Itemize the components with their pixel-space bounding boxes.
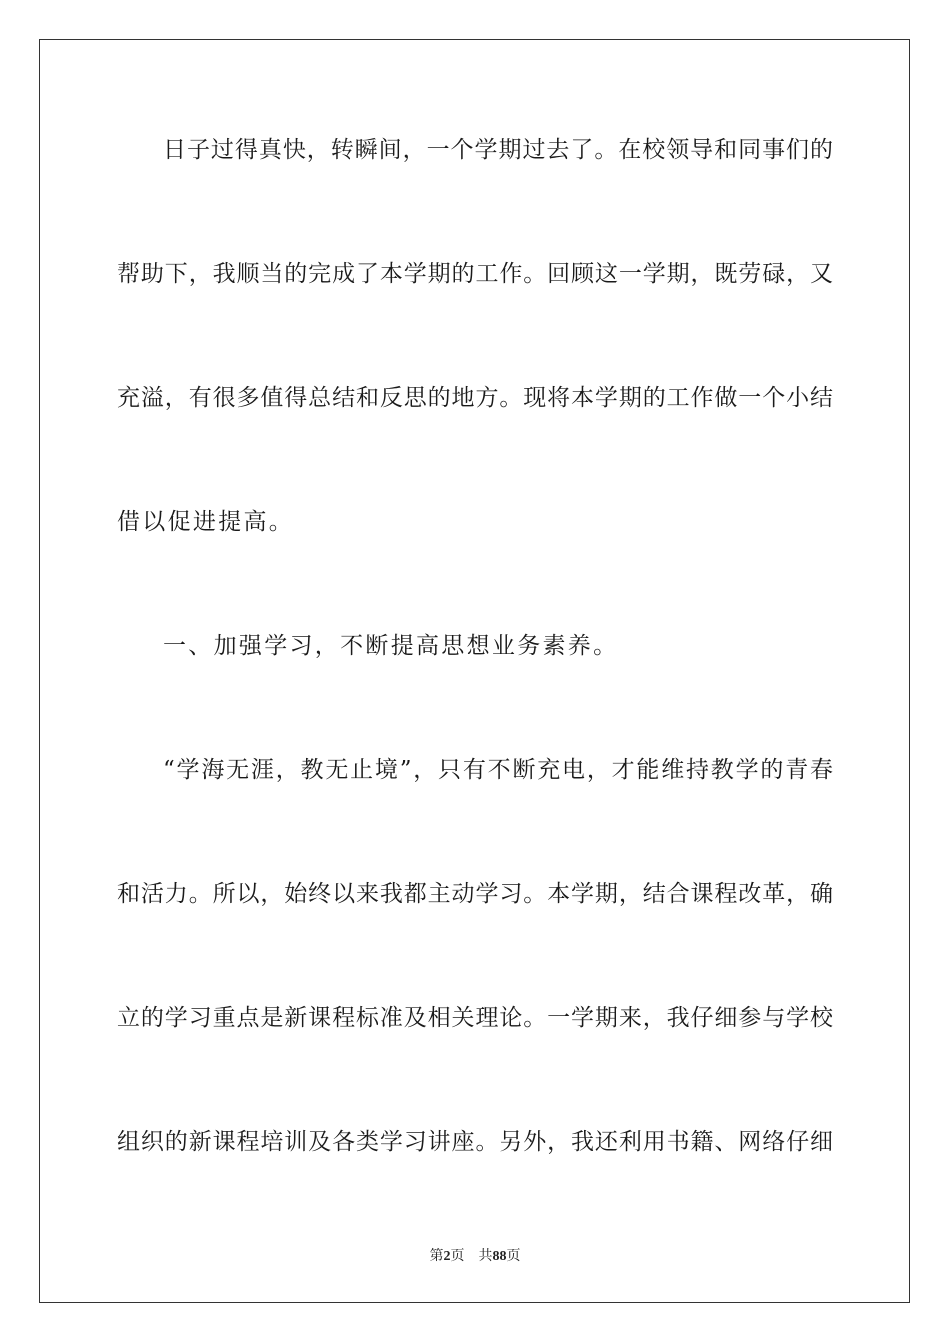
paragraph-2-line-2: 和活力。所以，始终以来我都主动学习。本学期，结合课程改革，确: [117, 881, 833, 907]
footer-total-pages: 88: [492, 1249, 507, 1264]
paragraph-1-line-1: 日子过得真快，转瞬间，一个学期过去了。在校领导和同事们的: [163, 137, 833, 163]
paragraph-1-line-2: 帮助下，我顺当的完成了本学期的工作。回顾这一学期，既劳碌，又: [117, 261, 833, 287]
paragraph-2-line-3: 立的学习重点是新课程标准及相关理论。一学期来，我仔细参与学校: [117, 1005, 833, 1031]
paragraph-1-line-4: 借以促进提高。: [117, 509, 295, 535]
footer-page-prefix: 第: [429, 1248, 444, 1264]
paragraph-2-line-1: “学海无涯，教无止境”，只有不断充电，才能维持教学的青春: [163, 757, 833, 783]
footer-total-prefix: 共: [478, 1248, 493, 1264]
footer-total-suffix: 页: [506, 1248, 521, 1264]
footer-page-number: 2: [443, 1249, 451, 1264]
page-border: [39, 39, 910, 1303]
page-footer: [0, 1246, 950, 1267]
section-heading-1: 一、加强学习，不断提高思想业务素养。: [163, 633, 619, 659]
footer-page-suffix: 页: [450, 1248, 465, 1264]
paragraph-1-line-3: 充溢，有很多值得总结和反思的地方。现将本学期的工作做一个小结: [117, 385, 833, 411]
paragraph-2-line-4: 组织的新课程培训及各类学习讲座。另外，我还利用书籍、网络仔细: [117, 1129, 833, 1155]
